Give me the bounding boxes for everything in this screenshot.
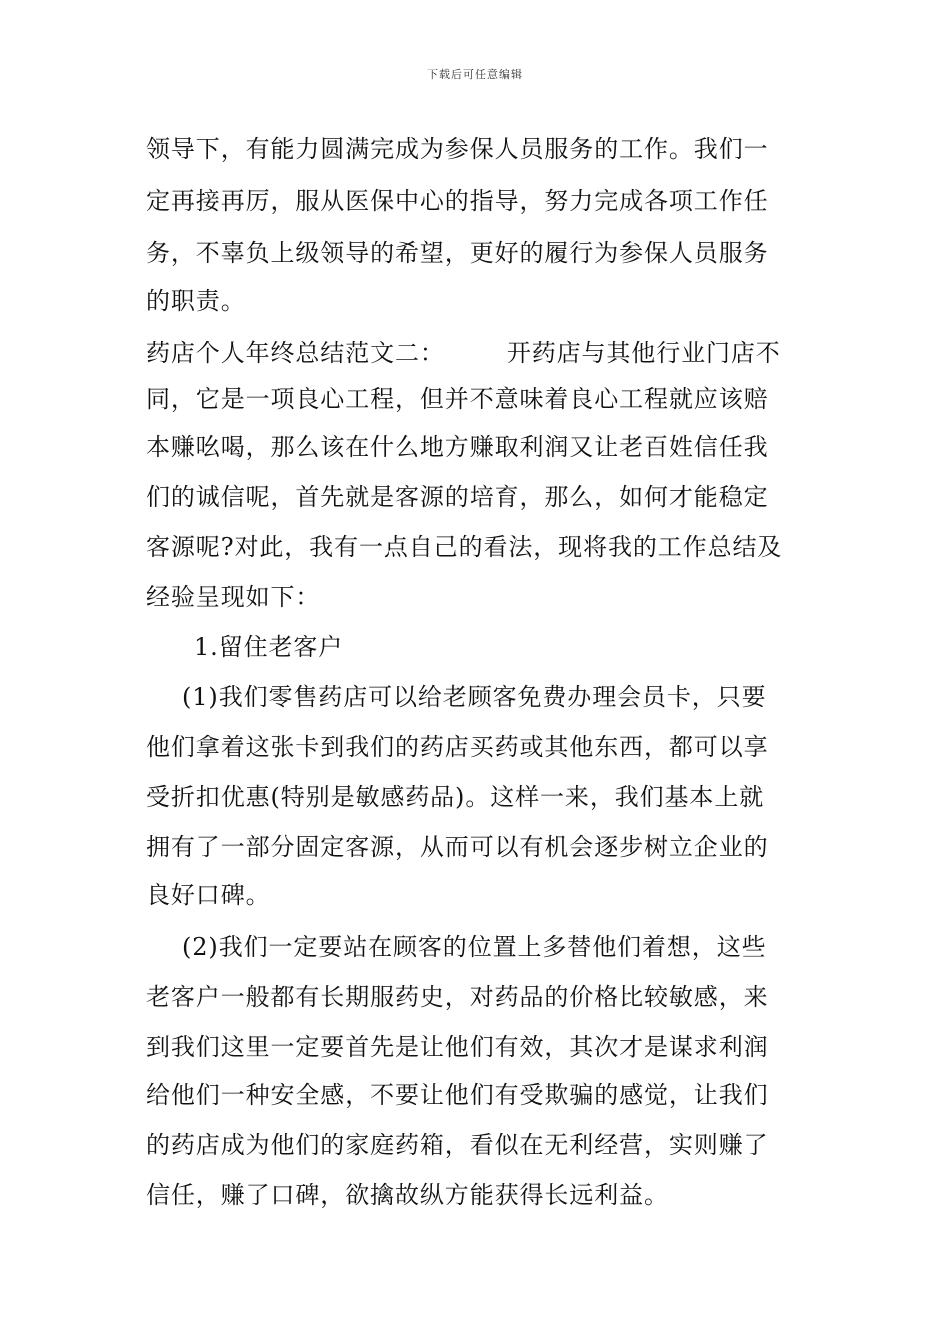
section-title: 药店个人年终总结范文二：	[146, 339, 445, 367]
text-line: 到我们这里一定要首先是让他们有效，其次才是谋求利润	[146, 1033, 769, 1061]
text-line: 定再接再厉，服从医保中心的指导，努力完成各项工作任	[146, 187, 769, 215]
text-line: 他们拿着这张卡到我们的药店买药或其他东西，都可以享	[146, 733, 769, 761]
text-line: 的职责。	[146, 287, 246, 315]
text-line: 本赚吆喝，那么该在什么地方赚取利润又让老百姓信任我	[146, 433, 769, 461]
text-line: 老客户一般都有长期服药史，对药品的价格比较敏感，来	[146, 983, 769, 1011]
text-line: 同，它是一项良心工程，但并不意味着良心工程就应该赔	[146, 385, 769, 413]
text-line: (1)我们零售药店可以给老顾客免费办理会员卡，只要	[182, 683, 767, 711]
text-line: 受折扣优惠(特别是敏感药品)。这样一来，我们基本上就	[146, 783, 765, 811]
text-line: 领导下，有能力圆满完成为参保人员服务的工作。我们一	[146, 135, 769, 163]
text-line: 给他们一种安全感，不要让他们有受欺骗的感觉，让我们	[146, 1081, 769, 1109]
text-line: 信任，赚了口碑，欲擒故纵方能获得长远利益。	[146, 1181, 669, 1209]
section-title-line	[146, 338, 781, 368]
text-line: 的药店成为他们的家庭药箱，看似在无利经营，实则赚了	[146, 1131, 769, 1159]
text-line: (2)我们一定要站在顾客的位置上多替他们着想，这些	[182, 933, 767, 961]
text-line: 良好口碑。	[146, 881, 271, 909]
text-line: 们的诚信呢，首先就是客源的培育，那么，如何才能稳定	[146, 483, 769, 511]
text-line: 拥有了一部分固定客源，从而可以有机会逐步树立企业的	[146, 833, 769, 861]
text-line: 客源呢?对此，我有一点自己的看法，现将我的工作总结及	[146, 533, 783, 561]
text-line: 务，不辜负上级领导的希望，更好的履行为参保人员服务	[146, 239, 769, 267]
header-note: 下载后可任意编辑	[427, 68, 523, 81]
numbered-heading: 1.留住老客户	[194, 633, 344, 661]
text-line-rest: 开药店与其他行业门店不	[506, 339, 781, 367]
text-line: 经验呈现如下：	[146, 583, 321, 611]
